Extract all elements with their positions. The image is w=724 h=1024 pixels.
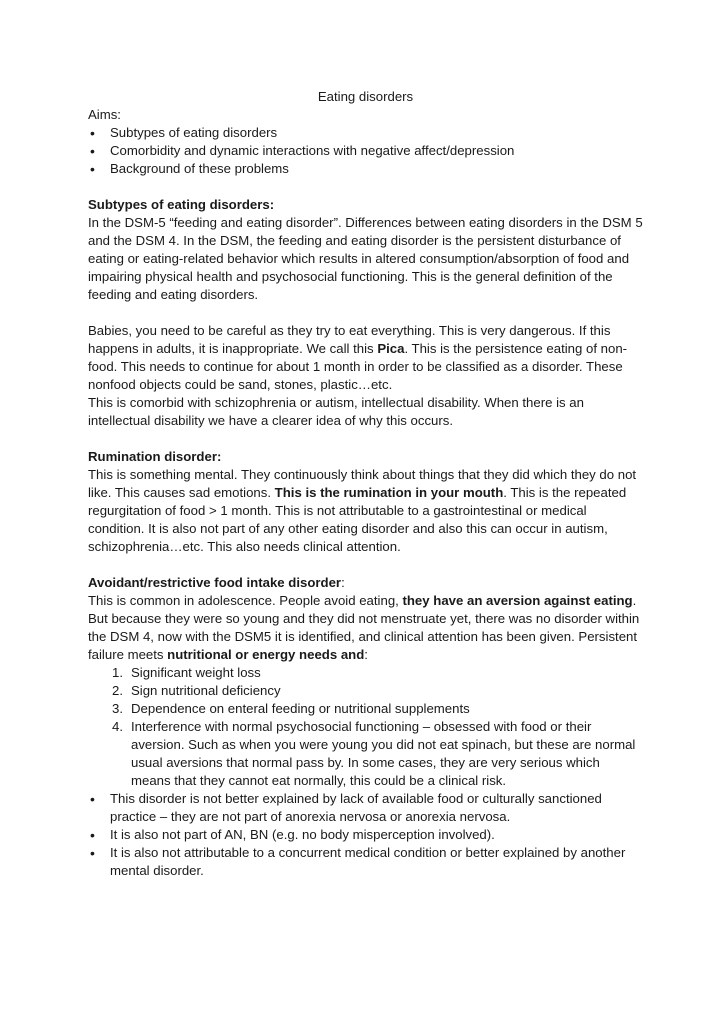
document-page: [88, 88, 643, 880]
list-item: • Subtypes of eating disorders: [88, 124, 643, 142]
term-pica: Pica: [377, 341, 405, 356]
list-item: 3. Dependence on enteral feeding or nutritional supplements: [112, 701, 470, 716]
section-heading-subtypes: Subtypes of eating disorders:: [88, 197, 275, 212]
paragraph-dsm: In the DSM-5 “feeding and eating disorder”. Differences between eating disorders in the DSM 5 and the DSM 4. In the DSM, the feeding and eating disorder is the persistent disturbance of eating or eating-related behavior which results in altered consumption/absorption of food and impairing physical health and psychosocial functioning. This is the general definition of the feeding and eating disorders.: [88, 215, 643, 302]
notes-list: [88, 790, 643, 880]
paragraph-pica: Babies, you need to be careful as they try to eat everything. This is very dangerous. If this happens in adults, it is inappropriate. We call this Pica. This is the persistence eating of non-food. This needs to continue for about 1 month in order to be classified as a disorder. These nonfood objects could be sand, stones, plastic…etc.: [88, 323, 628, 392]
document-title: Eating disorders: [317, 89, 414, 104]
list-item: 1. Significant weight loss: [112, 665, 261, 680]
list-item: • This disorder is not better explained by lack of available food or culturally sanctioned practice – they are not part of anorexia nervosa or anorexia nervosa.: [88, 790, 643, 826]
list-item: 2. Sign nutritional deficiency: [112, 683, 281, 698]
list-item: 4. Interference with normal psychosocial functioning – obsessed with food or their aversion. Such as when you were young you did not eat spinach, but these are normal usual aversions that normal pass by. In some cases, they are very serious which means that they cannot eat normally, this could be a clinical risk.: [112, 719, 636, 788]
section-heading-arfid: Avoidant/restrictive food intake disorder:: [88, 575, 345, 590]
list-item: • It is also not attributable to a concurrent medical condition or better explained by another mental disorder.: [88, 844, 643, 880]
paragraph-comorbid: This is comorbid with schizophrenia or autism, intellectual disability. When there is an intellectual disability we have a clearer idea of why this occurs.: [88, 395, 584, 428]
list-item: • Comorbidity and dynamic interactions with negative affect/depression: [88, 142, 643, 160]
criteria-list: [88, 664, 643, 790]
list-item: • It is also not part of AN, BN (e.g. no body misperception involved).: [88, 826, 643, 844]
paragraph-arfid: This is common in adolescence. People avoid eating, they have an aversion against eating. But because they were so young and they did not menstruate yet, there was no disorder within the DSM 4, now with the DSM5 it is identified, and clinical attention has been given. Persistent failure meets nutritional or energy needs and:: [88, 593, 640, 662]
section-heading-rumination: Rumination disorder:: [88, 449, 222, 464]
paragraph-rumination: This is something mental. They continuously think about things that they did which they do not like. This causes sad emotions. This is the rumination in your mouth. This is the repeated regurgitation of food > 1 month. This is not attributable to a gastrointestinal or medical condition. It is also not part of any other eating disorder and also this can occur in autism, schizophrenia…etc. This also needs clinical attention.: [88, 467, 637, 554]
list-item: • Background of these problems: [88, 160, 643, 178]
aims-list: [88, 124, 643, 178]
aims-label: Aims:: [88, 107, 121, 122]
